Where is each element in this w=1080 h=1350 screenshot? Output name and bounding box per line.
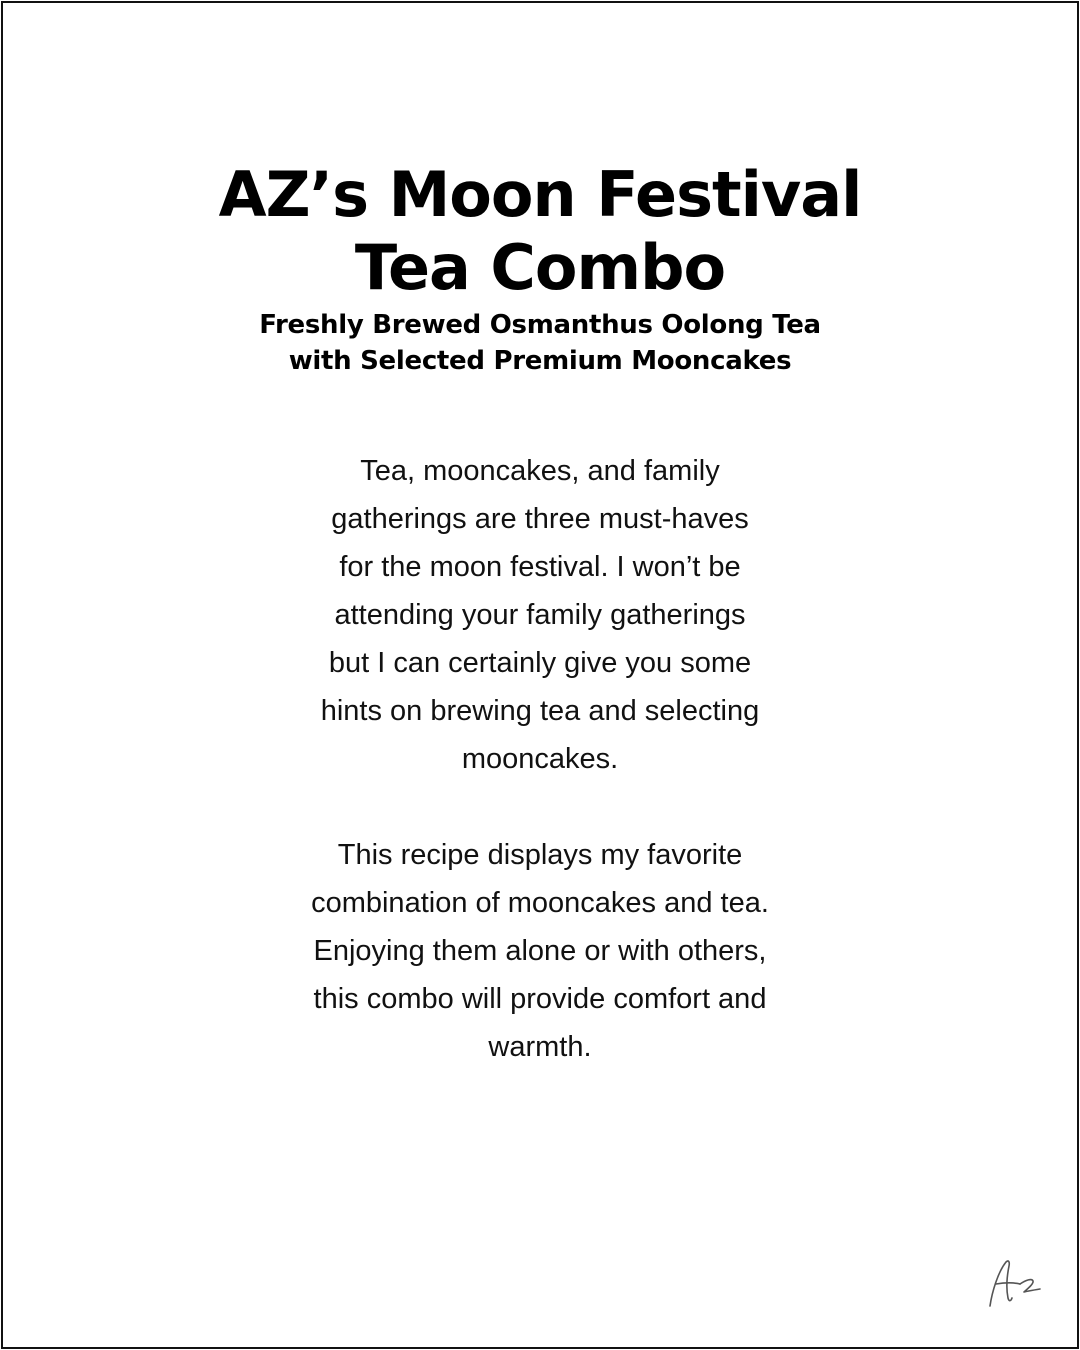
paragraph-line: Tea, mooncakes, and family	[360, 455, 720, 487]
recipe-paragraph	[0, 831, 1080, 1071]
paragraph-line: hints on brewing tea and selecting	[320, 695, 760, 727]
subtitle-line-1: Freshly Brewed Osmanthus Oolong Tea	[259, 310, 821, 340]
paragraph-line: mooncakes.	[461, 743, 619, 775]
paragraph-line: warmth.	[488, 1031, 592, 1063]
title-line-2: Tea Combo	[354, 231, 726, 304]
paragraph-line: this combo will provide comfort and	[313, 983, 767, 1015]
page-subtitle	[0, 307, 1080, 379]
subtitle-line-2: with Selected Premium Mooncakes	[288, 346, 792, 376]
intro-paragraph	[0, 447, 1080, 783]
paragraph-line: attending your family gatherings	[334, 599, 746, 631]
paragraph-line: This recipe displays my favorite	[337, 839, 743, 871]
paragraph-line: gatherings are three must-haves	[331, 503, 749, 535]
paragraph-line: Enjoying them alone or with others,	[313, 935, 767, 967]
page-title	[0, 158, 1080, 304]
az-signature-icon	[984, 1254, 1044, 1310]
paragraph-line: for the moon festival. I won’t be	[339, 551, 741, 583]
title-line-1: AZ’s Moon Festival	[218, 158, 862, 231]
paragraph-line: but I can certainly give you some	[328, 647, 752, 679]
paragraph-line: combination of mooncakes and tea.	[311, 887, 769, 919]
